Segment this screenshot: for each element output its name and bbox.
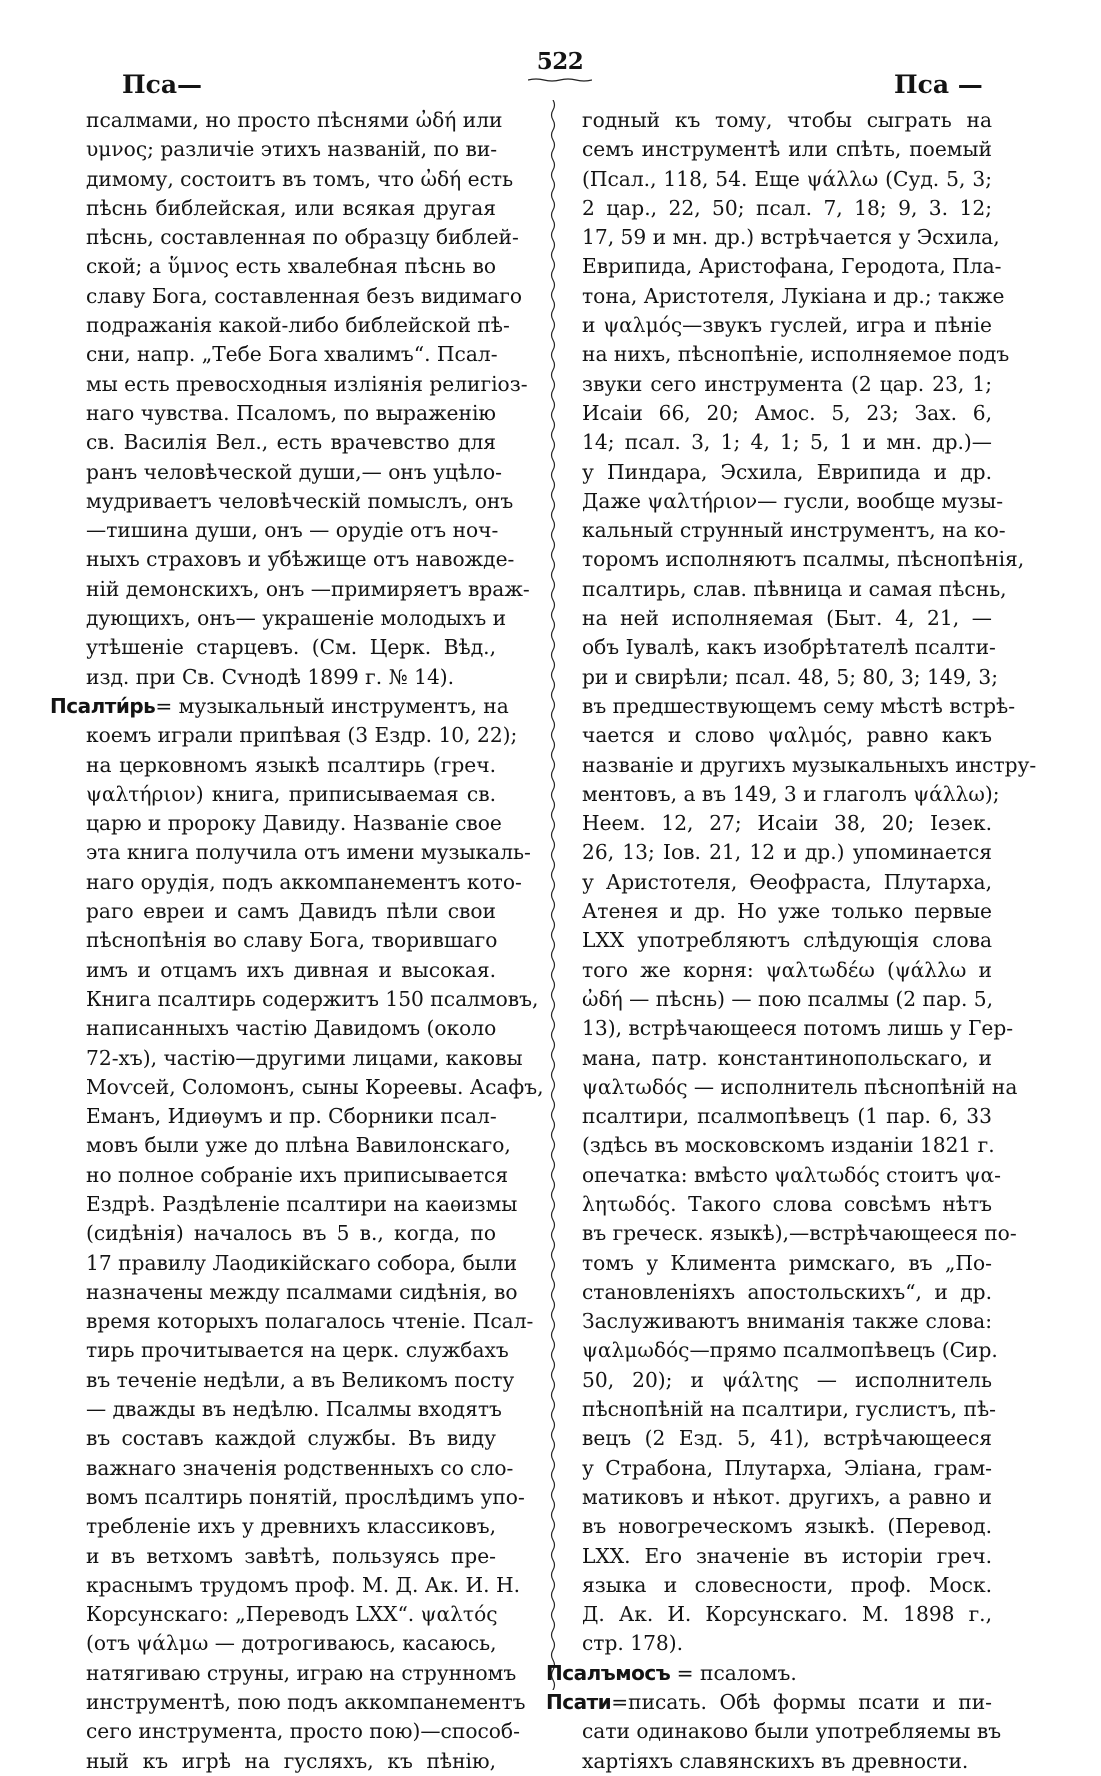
text-line: (сидѣнія) началось въ 5 в., когда, по <box>86 1221 496 1246</box>
text-line: того же корня: ψαλτωδέω (ψάλλω и <box>582 957 992 982</box>
text-line: раго евреи и самъ Давидъ пѣли свои <box>86 899 496 924</box>
line-text: =писать. Обѣ формы псати и пи- <box>611 1690 992 1715</box>
text-line: годный къ тому, чтобы сыграть на <box>582 108 992 132</box>
text-line: 26, 13; Іов. 21, 12 и др.) упоминается <box>582 840 992 865</box>
text-line: Еманъ, Идиѳумъ и пр. Сборники псал- <box>86 1104 497 1129</box>
text-line: Еврипида, Аристофана, Геродота, Пла- <box>582 254 1002 279</box>
column-divider <box>549 100 557 1690</box>
text-line: торомъ исполняютъ псалмы, пѣснопѣнія, <box>582 547 1025 572</box>
text-line: изд. при Св. Сѵнодѣ 1899 г. № 14). <box>86 664 455 689</box>
definition: = псаломъ. <box>676 1660 797 1685</box>
text-line: мы есть превосходныя изліянія религіоз- <box>86 371 528 396</box>
text-line: ψαλμωδός—прямо псалмопѣвецъ (Сир. <box>582 1338 998 1363</box>
text-line: LXX употребляютъ слѣдующія слова <box>582 928 992 953</box>
text-line: кальный струнный инструментъ, на ко- <box>582 518 1006 543</box>
text-line: υμνος; различіе этихъ названій, по ви- <box>86 137 498 162</box>
text-line: пѣснопѣній на псалтири, гуслистъ, пѣ- <box>582 1397 996 1422</box>
line-text: = музыкальный инструментъ, на <box>155 693 509 718</box>
text-line: ранъ человѣческой души,— онъ уцѣло- <box>86 459 502 484</box>
text-line: дующихъ, онъ— украшеніе молодыхъ и <box>86 606 507 631</box>
text-line: —тишина души, онъ — орудіе отъ ноч- <box>86 518 499 543</box>
text-line: Книга псалтирь содержитъ 150 псалмовъ, <box>86 986 539 1011</box>
text-line: звуки сего инструмента (2 цар. 23, 1; <box>582 371 992 396</box>
text-line: св. Василія Вел., есть врачевство для <box>86 430 496 455</box>
text-line: псалмами, но просто пѣснями ὠδή или <box>86 108 503 132</box>
page-number: 522 <box>536 48 584 75</box>
text-line: Моѵсей, Соломонъ, сыны Кореевы. Асафъ, <box>86 1074 544 1099</box>
text-line: псалтири, псалмопѣвецъ (1 пар. 6, 33 <box>582 1104 992 1129</box>
text-line: Исаіи 66, 20; Амос. 5, 23; Зах. 6, <box>582 400 992 425</box>
headword: Псалъмосъ <box>546 1660 671 1685</box>
text-line: мана, патр. константинопольскаго, и <box>582 1045 992 1070</box>
text-line: мовъ были уже до плѣна Вавилонскаго, <box>86 1133 511 1158</box>
text-line: ныхъ страховъ и убѣжище отъ навожде- <box>86 547 515 572</box>
text-line: чается и слово ψαλμός, равно какъ <box>582 723 992 748</box>
text-line: ментовъ, а въ 149, 3 и глаголъ ψάλλω); <box>582 781 1000 806</box>
text-line: семъ инструментѣ или спѣть, поемый <box>582 137 992 162</box>
text-line: краснымъ трудомъ проф. М. Д. Ак. И. Н. <box>86 1572 521 1597</box>
text-line: (отъ ψάλμω — дотрогиваюсь, касаюсь, <box>86 1631 497 1656</box>
text-line: стр. 178). <box>582 1631 684 1656</box>
right-continuation-text <box>582 106 1037 1659</box>
text-line: сати одинаково были употребляемы въ <box>582 1719 1002 1744</box>
page-number-rule <box>528 78 592 82</box>
text-line: ψαλτήριον) книга, приписываемая св. <box>86 781 496 806</box>
text-line: Атенея и др. Но уже только первые <box>582 899 992 924</box>
text-line: λητωδός. Такого слова совсѣмъ нѣтъ <box>582 1191 992 1216</box>
text-line: хартіяхъ славянскихъ въ древности. <box>582 1748 969 1773</box>
text-line: время которыхъ полагалось чтеніе. Псал- <box>86 1309 534 1334</box>
text-line: на нихъ, пѣснопѣніе, исполняемое подъ <box>582 342 1010 367</box>
text-line: опечатка: вмѣсто ψαλτωδός стоитъ ψα- <box>582 1162 1001 1187</box>
text-line: матиковъ и нѣкот. другихъ, а равно и <box>582 1484 992 1509</box>
text-line: (здѣсь въ московскомъ изданіи 1821 г. <box>582 1133 995 1158</box>
text-line: у Аристотеля, Ѳеофраста, Плутарха, <box>582 869 992 894</box>
text-line: на церковномъ языкѣ псалтирь (греч. <box>86 752 496 777</box>
headword: Псалти́рь <box>50 693 156 718</box>
text-line: псалтирь, слав. пѣвница и самая пѣснь, <box>582 576 1007 601</box>
text-line: ὠδή — пѣснь) — пою псалмы (2 пар. 5, <box>582 986 994 1011</box>
text-line: тирь прочитывается на церк. службахъ <box>86 1338 509 1363</box>
text-line: вомъ псалтирь понятій, прослѣдимъ упо- <box>86 1484 525 1509</box>
text-line: важнаго значенія родственныхъ со сло- <box>86 1455 514 1480</box>
text-line: утѣшеніе старцевъ. (См. Церк. Вѣд., <box>86 635 496 660</box>
text-line: въ греческ. языкѣ),—встрѣчающееся по- <box>582 1221 1017 1246</box>
text-line: названіе и другихъ музыкальныхъ инстру- <box>582 752 1037 777</box>
text-line: Даже ψαλτήριον— гусли, вообще музы- <box>582 488 1004 513</box>
text-line: 17 правилу Лаодикійскаго собора, были <box>86 1250 518 1275</box>
text-line: эта книга получила отъ имени музыкаль- <box>86 840 531 865</box>
text-line: наго орудія, подъ аккомпанементъ кото- <box>86 869 522 894</box>
text-line: 72-хъ), частію—другими лицами, каковы <box>86 1045 523 1070</box>
text-line: но полное собраніе ихъ приписывается <box>86 1162 509 1187</box>
text-line: въ предшествующемъ сему мѣстѣ встрѣ- <box>582 693 1016 718</box>
text-line: LXX. Его значеніе въ исторіи греч. <box>582 1543 992 1568</box>
text-line: 2 цар., 22, 50; псал. 7, 18; 9, 3. 12; <box>582 195 992 220</box>
text-line: сни, напр. „Тебе Бога хвалимъ“. Псал- <box>86 342 498 367</box>
text-line <box>50 692 509 721</box>
left-column <box>50 106 544 1776</box>
text-line: Ездрѣ. Раздѣленіе псалтири на каѳизмы <box>86 1191 518 1216</box>
text-line: и въ ветхомъ завѣтѣ, пользуясь пре- <box>86 1543 496 1568</box>
text-line: назначены между псалмами сидѣнія, во <box>86 1279 518 1304</box>
text-line: въ теченіе недѣли, а въ Великомъ посту <box>86 1367 515 1392</box>
headword: Псати <box>546 1690 612 1715</box>
text-line: имъ и отцамъ ихъ дивная и высокая. <box>86 957 496 982</box>
text-line: языка и словесности, проф. Моск. <box>582 1572 992 1597</box>
text-line: — дважды въ недѣлю. Псалмы входятъ <box>86 1397 502 1422</box>
text-line: славу Бога, составленная безъ видимаго <box>86 283 523 308</box>
entry-psaltir <box>50 692 544 1776</box>
text-line: объ Іувалѣ, какъ изобрѣтателѣ псалти- <box>582 635 996 660</box>
text-line: требленіе ихъ у древнихъ классиковъ, <box>86 1514 496 1539</box>
text-line: димому, состоитъ въ томъ, что ὠδή есть <box>86 166 514 191</box>
text-line: ній демонскихъ, онъ —примиряетъ враж- <box>86 576 530 601</box>
text-line: мудриваетъ человѣческій помыслъ, онъ <box>86 488 514 513</box>
text-line: вецъ (2 Езд. 5, 41), встрѣчающееся <box>582 1426 992 1451</box>
text-line: у Страбона, Плутарха, Эліана, грам- <box>582 1455 992 1480</box>
text-line: пѣснопѣнія во славу Бога, творившаго <box>86 928 498 953</box>
text-line: царю и пророку Давиду. Названіе свое <box>86 811 502 836</box>
text-line <box>546 1688 992 1717</box>
running-head-right: Пса — <box>894 70 983 99</box>
text-line: коемъ играли припѣвая (3 Ездр. 10, 22); <box>86 723 518 748</box>
text-line: тона, Аристотеля, Лукіана и др.; также <box>582 283 1005 308</box>
text-line: Корсунскаго: „Переводъ LXX“. ψαλτός <box>86 1602 498 1627</box>
text-line: и ψαλμός—звукъ гуслей, игра и пѣніе <box>582 313 992 338</box>
running-head-left: Пса— <box>122 70 203 99</box>
text-line: наго чувства. Псаломъ, по выраженію <box>86 400 496 425</box>
text-line: ской; а ὕμνος есть хвалебная пѣснь во <box>86 254 496 279</box>
text-line: натягиваю струны, играю на струнномъ <box>86 1660 517 1685</box>
text-line: 17, 59 и мн. др.) встрѣчается у Эсхила, <box>582 225 1000 250</box>
text-line: въ новогреческомъ языкѣ. (Перевод. <box>582 1514 992 1539</box>
text-line: 13), встрѣчающееся потомъ лишь у Гер- <box>582 1016 1014 1041</box>
text-line: сего инструмента, просто пою)—способ- <box>86 1719 520 1744</box>
text-line: у Пиндара, Эсхила, Еврипида и др. <box>582 459 992 484</box>
right-column <box>546 106 1037 1776</box>
text-line: подражанія какой-либо библейской пѣ- <box>86 313 510 338</box>
text-line: Неем. 12, 27; Исаіи 38, 20; Іезек. <box>582 811 992 836</box>
text-line: ри и свирѣли; псал. 48, 5; 80, 3; 149, 3; <box>582 664 999 689</box>
text-line: Д. Ак. И. Корсунскаго. М. 1898 г., <box>582 1602 992 1627</box>
entry-psati <box>546 1688 1002 1776</box>
text-line: томъ у Климента римскаго, въ „По- <box>582 1250 992 1275</box>
text-line: 14; псал. 3, 1; 4, 1; 5, 1 и мн. др.)— <box>582 430 992 455</box>
text-line: написанныхъ частію Давидомъ (около <box>86 1016 497 1041</box>
text-line: пѣснь библейская, или всякая другая <box>86 195 496 220</box>
entry-psalmos <box>546 1659 992 1688</box>
text-line: инструментѣ, пою подъ аккомпанементъ <box>86 1690 526 1715</box>
text-line: ный къ игрѣ на гусляхъ, къ пѣнію, <box>86 1748 496 1773</box>
text-line: 50, 20); и ψάλτης — исполнитель <box>582 1367 992 1392</box>
text-line: Заслуживаютъ вниманія также слова: <box>582 1309 992 1334</box>
text-line: ψαλτωδός — исполнитель пѣснопѣній на <box>582 1074 1018 1099</box>
text-line: становленіяхъ апостольскихъ“, и др. <box>582 1279 992 1304</box>
text-line: въ составъ каждой службы. Въ виду <box>86 1426 496 1451</box>
text-line: пѣснь, составленная по образцу библей- <box>86 225 519 250</box>
left-intro-text <box>86 106 530 692</box>
text-line: (Псал., 118, 54. Еще ψάλλω (Суд. 5, 3; <box>582 166 992 191</box>
text-line: на ней исполняемая (Быт. 4, 21, — <box>582 606 992 631</box>
